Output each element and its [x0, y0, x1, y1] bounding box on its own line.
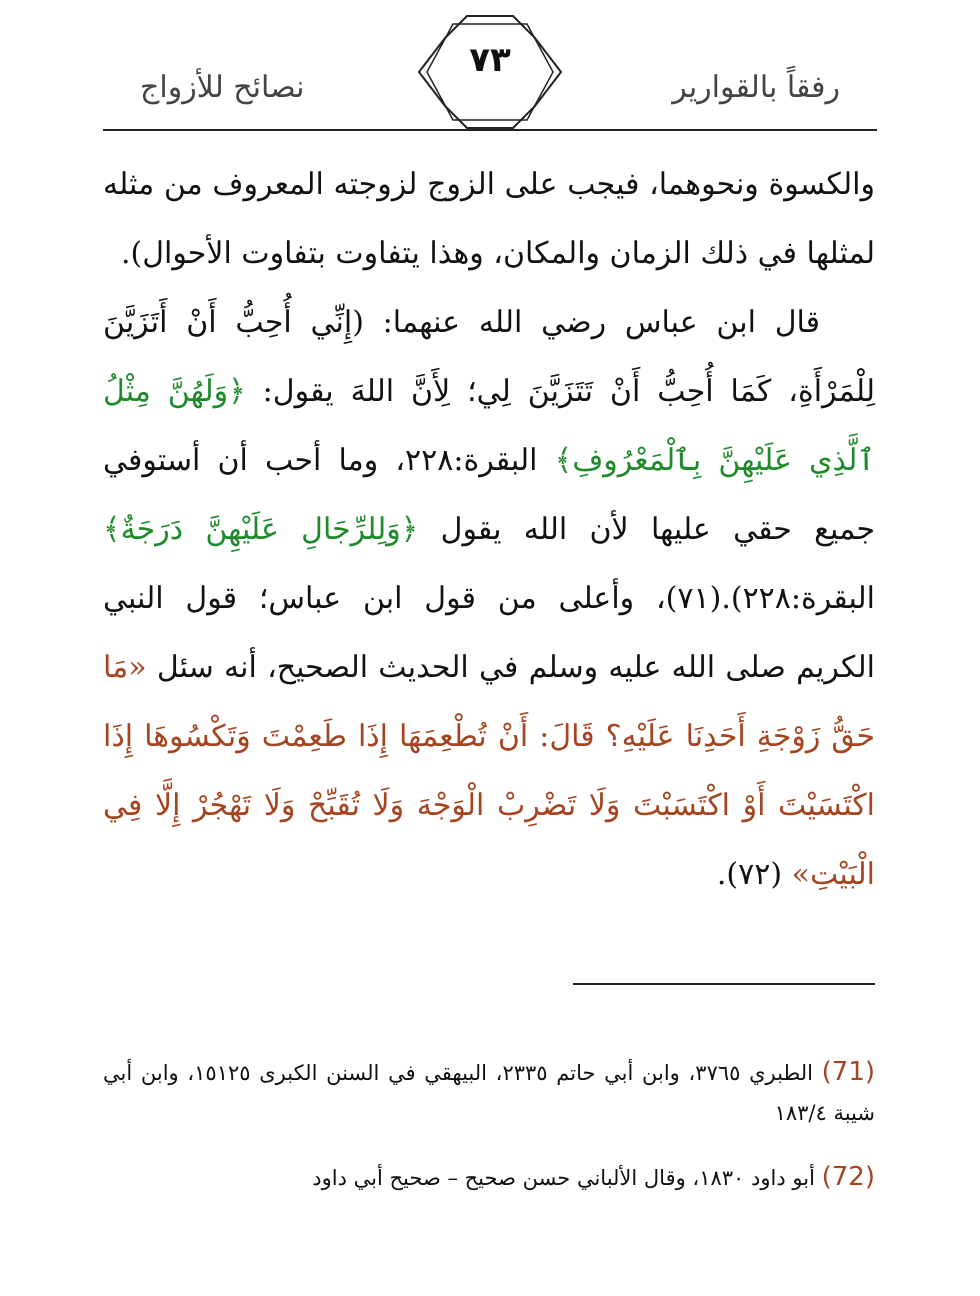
ibn-abbas-quote: قال ابن عباس رضي الله عنهما: (إِنِّي أُحِبُّ أَنْ أَتَزَيَّنَ لِلْمَرْأَةِ، كَمَا أُحِبُّ أَنْ تَتَزَيَّنَ لِي؛ لِأَنَّ اللهَ يقول: [103, 305, 875, 409]
footnotes [103, 1052, 875, 1222]
footnote-number: (71) [821, 1057, 876, 1087]
footnote-number: (72) [821, 1162, 875, 1192]
quran-ref-1: البقرة:٢٢٨، وما أحب أن أستوفي جميع حقي عليها لأن الله يقول [103, 443, 875, 547]
quran-verse-2: ﴿وَلِلرِّجَالِ عَلَيْهِنَّ دَرَجَةٌ﴾ [103, 512, 419, 547]
footnote-71 [103, 1052, 875, 1133]
footnote-ref-72: (٧٢). [716, 857, 783, 892]
header-book-title: رفقاً بالقوارير [672, 70, 840, 105]
paragraph-2 [103, 288, 875, 909]
page-number: ٧٣ [469, 40, 511, 80]
main-text [103, 150, 875, 909]
footnote-72 [103, 1157, 875, 1198]
footnote-text: أبو داود ١٨٣٠، وقال الألباني حسن صحيح – صحيح أبي داود [312, 1166, 815, 1190]
header-divider [103, 129, 877, 131]
footnote-divider [573, 983, 875, 985]
paragraph-1: والكسوة ونحوهما، فيجب على الزوج لزوجته المعروف من مثله لمثلها في ذلك الزمان والمكان، وهذا يتفاوت بتفاوت الأحوال). [103, 167, 875, 271]
header-book-section-title: نصائح للأزواج [140, 70, 305, 105]
footnote-text: الطبري ٣٧٦٥، وابن أبي حاتم ٢٣٣٥، البيهقي في السنن الكبرى ١٥١٢٥، وابن أبي شيبة ١٨٣/٤ [103, 1061, 875, 1125]
page-header [0, 0, 980, 140]
quran-ref-2: البقرة:٢٢٨).(٧١)، وأعلى من قول ابن عباس؛ قول النبي الكريم صلى الله عليه وسلم في الحديث الصحيح، أنه سئل [103, 581, 875, 685]
hadith-text: «مَا حَقُّ زَوْجَةِ أَحَدِنَا عَلَيْهِ؟ قَالَ: أَنْ تُطْعِمَهَا إِذَا طَعِمْتَ وَتَكْسُوهَا إِذَا اكْتَسَيْتَ أَوْ اكْتَسَبْتَ وَلَا تَضْرِبْ الْوَجْهَ وَلَا تُقَبِّحْ وَلَا تَهْجُرْ إِلَّا فِي الْبَيْتِ» [103, 650, 875, 892]
quran-verse-1: ﴿وَلَهُنَّ مِثْلُ ٱلَّذِي عَلَيْهِنَّ بِٱلْمَعْرُوفِ﴾ [103, 374, 876, 478]
